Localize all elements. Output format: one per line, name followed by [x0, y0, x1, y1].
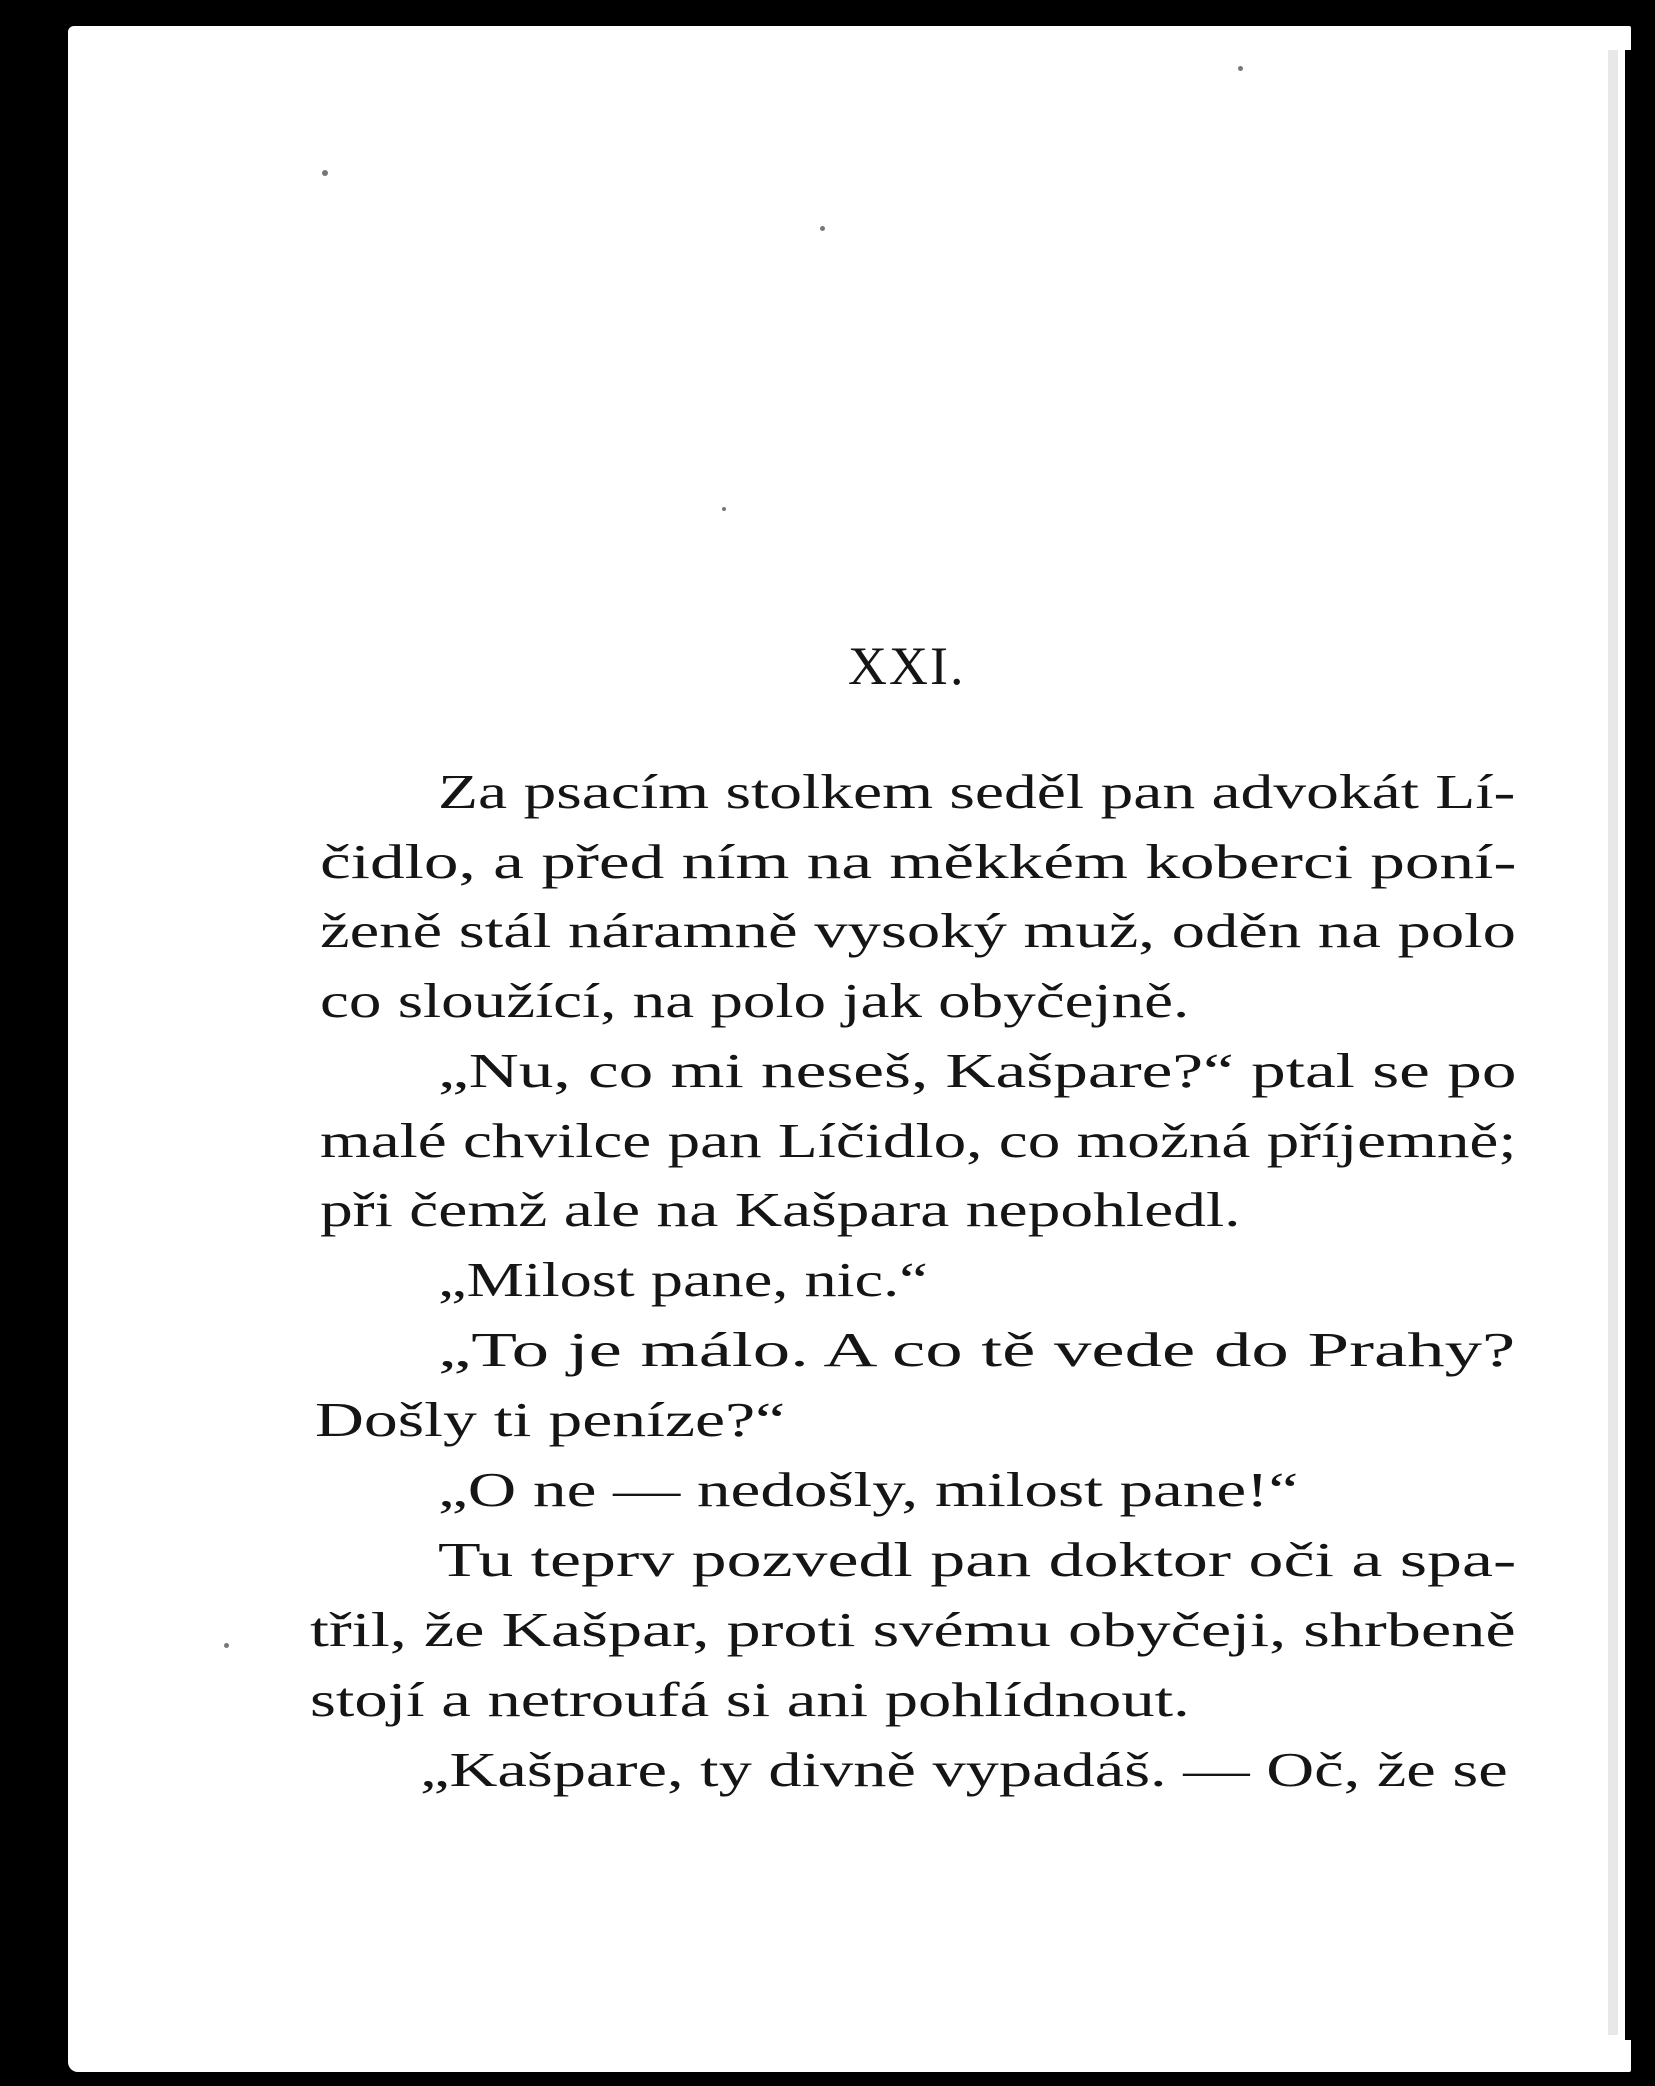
text-line: stojí a netroufá si ani pohlídnout. — [310, 1672, 1190, 1727]
text-line: co sloužící, na polo jak obyčejně. — [320, 973, 1190, 1028]
dust-speck — [1238, 66, 1243, 71]
text-line: Došly ti peníze?“ — [315, 1392, 786, 1447]
dust-speck — [224, 1643, 229, 1648]
text-line: „Milost pane, nic.“ — [438, 1252, 928, 1307]
scan-right-edge — [1625, 50, 1655, 2040]
text-line: „To je málo. A co tě vede do Prahy? — [438, 1322, 1516, 1377]
text-line: malé chvilce pan Líčidlo, co možná příjemně; — [320, 1113, 1517, 1168]
dust-speck — [322, 170, 328, 176]
text-line: při čemž ale na Kašpara nepohledl. — [320, 1182, 1241, 1237]
text-line: ženě stál náramně vysoký muž, oděn na polo — [320, 903, 1517, 958]
chapter-heading: XXI. — [848, 636, 966, 696]
dust-speck — [820, 226, 825, 231]
text-line: „O ne — nedošly, milost pane!“ — [438, 1462, 1299, 1517]
text-line: čidlo, a před ním na měkkém koberci poní- — [320, 834, 1517, 889]
dust-speck — [722, 507, 726, 511]
text-line: Za psacím stolkem seděl pan advokát Lí- — [438, 764, 1516, 819]
text-line: Tu teprv pozvedl pan doktor oči a spa- — [438, 1532, 1517, 1587]
text-line: třil, že Kašpar, proti svému obyčeji, shrbeně — [310, 1602, 1516, 1657]
text-line: „Kašpare, ty divně vypadáš. — Oč, že se — [420, 1742, 1508, 1797]
page-edge-highlight — [1608, 50, 1618, 2035]
text-line: „Nu, co mi neseš, Kašpare?“ ptal se po — [438, 1043, 1517, 1098]
